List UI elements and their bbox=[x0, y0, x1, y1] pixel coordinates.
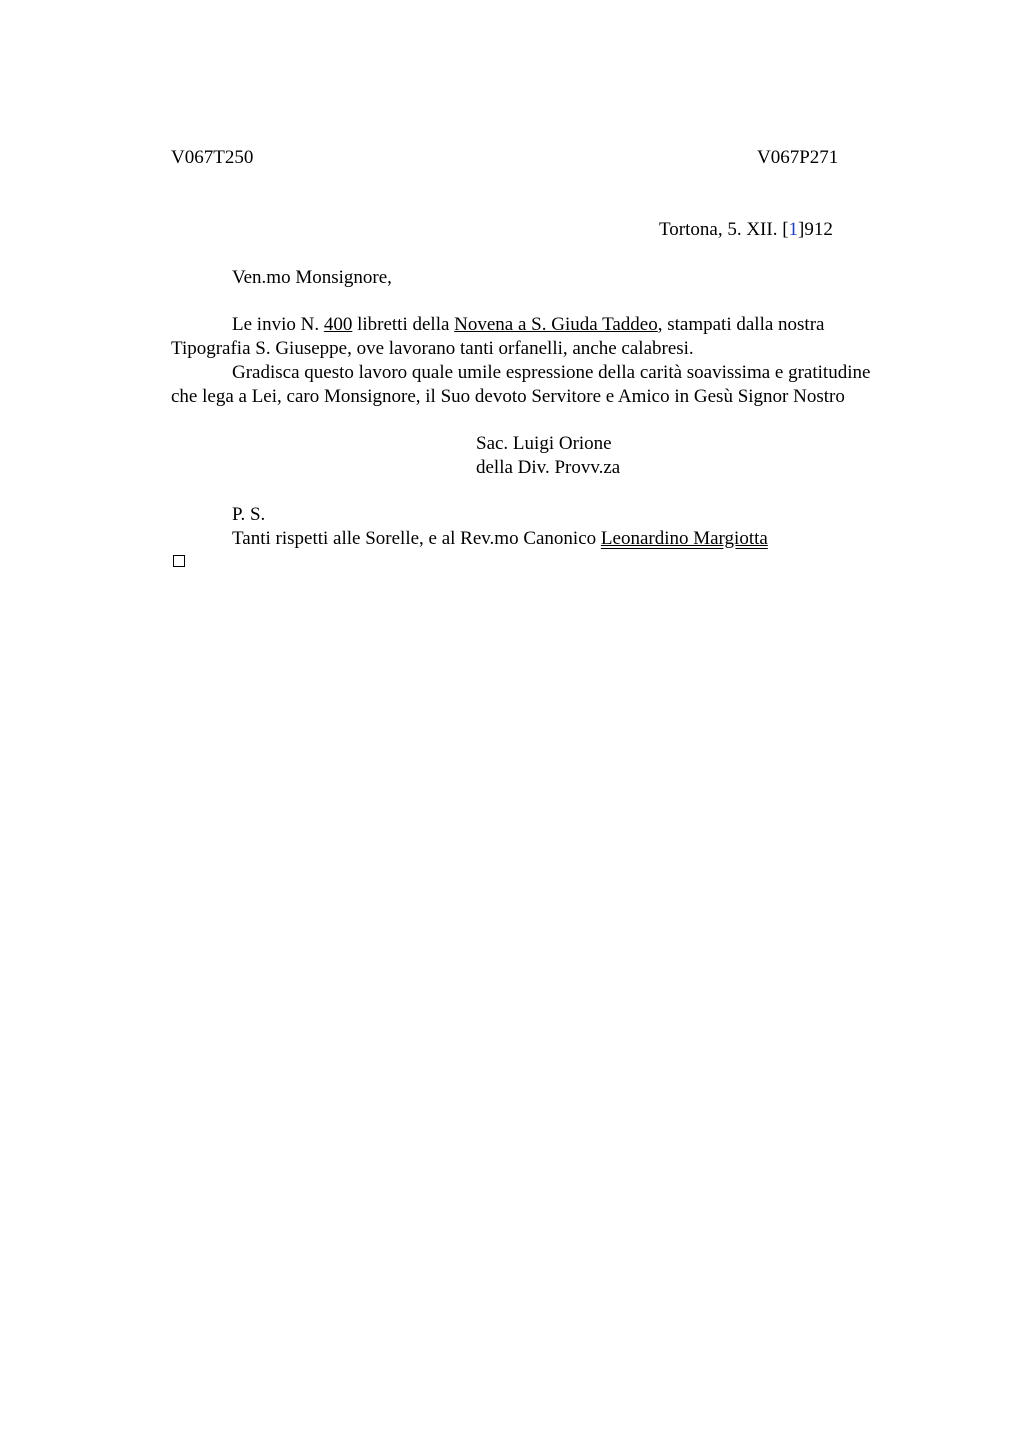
paragraph1-line1 bbox=[232, 313, 824, 337]
quantity-underlined: 400 bbox=[323, 314, 353, 335]
paragraph1-part2: libretti della bbox=[352, 314, 455, 335]
checkbox-square-icon bbox=[173, 555, 185, 567]
signature-role: della Div. Provv.za bbox=[476, 457, 621, 478]
header-right-code: V067P271 bbox=[757, 147, 839, 168]
paragraph1-part3: , stampati dalla nostra bbox=[657, 314, 825, 335]
paragraph1-part1: Le invio N. bbox=[232, 314, 324, 335]
postscript-body: Tanti rispetti alle Sorelle, e al Rev.mo Canonico bbox=[232, 528, 601, 549]
postscript-label: P. S. bbox=[232, 504, 266, 525]
signature-name: Sac. Luigi Orione bbox=[476, 433, 612, 454]
novena-title: Novena a S. Giuda Taddeo bbox=[454, 314, 658, 335]
paragraph2-line1: Gradisca questo lavoro quale umile espressione della carità soavissima e gratitudine bbox=[232, 362, 871, 383]
paragraph1-line2: Tipografia S. Giuseppe, ove lavorano tanti orfanelli, anche calabresi. bbox=[171, 338, 694, 359]
postscript-text bbox=[232, 527, 768, 551]
canon-name: Leonardino Margiotta bbox=[600, 528, 768, 549]
letter-date bbox=[659, 218, 833, 242]
date-inserted-digit: 1 bbox=[788, 219, 799, 240]
date-prefix: Tortona, 5. XII. [ bbox=[659, 219, 789, 240]
date-suffix: ]912 bbox=[798, 219, 833, 240]
header-left-code: V067T250 bbox=[171, 147, 254, 168]
salutation: Ven.mo Monsignore, bbox=[232, 267, 392, 288]
paragraph2-line2: che lega a Lei, caro Monsignore, il Suo devoto Servitore e Amico in Gesù Signor Nostro bbox=[171, 386, 845, 407]
